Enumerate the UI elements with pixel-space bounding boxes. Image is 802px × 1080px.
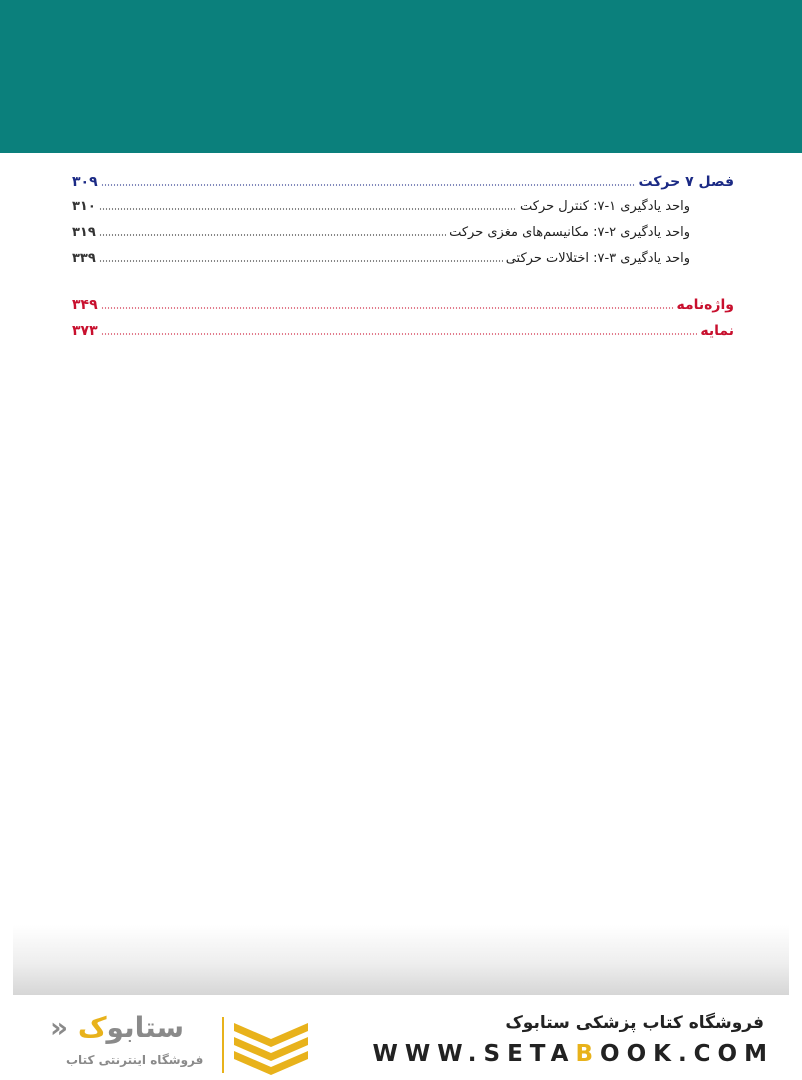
toc-chapter-page: ۳۰۹ (72, 174, 98, 190)
brand-wordmark (50, 1011, 184, 1044)
footer-shadow (13, 925, 789, 995)
table-of-contents (72, 174, 734, 349)
url-highlight: B (575, 1041, 601, 1067)
leader-dots (99, 234, 446, 236)
store-footer (0, 995, 802, 1080)
toc-unit-label: واحد یادگیری ۳-۷: اختلالات حرکتی (505, 251, 690, 266)
url-part-1: WWW.SETA (372, 1041, 576, 1067)
toc-unit-page: ۳۱۰ (72, 199, 96, 214)
toc-appendix-page: ۳۴۹ (72, 297, 98, 313)
toc-index[interactable] (72, 323, 734, 349)
leader-dots (101, 307, 674, 309)
book-chevron-logo-icon (232, 1019, 310, 1075)
leader-dots (99, 260, 503, 262)
brand-word-accent: ک (77, 1011, 107, 1044)
leader-dots (99, 208, 517, 210)
logo-divider (222, 1017, 224, 1073)
toc-unit-1[interactable] (72, 199, 734, 225)
toc-unit-label: واحد یادگیری ۱-۷: کنترل حرکت (520, 199, 690, 214)
toc-chapter-7[interactable] (72, 174, 734, 199)
toc-unit-page: ۳۳۹ (72, 251, 96, 266)
header-band (0, 0, 802, 153)
store-name: فروشگاه کتاب پزشکی ستابوک (505, 1013, 764, 1033)
brand-word-main: ستابو (106, 1011, 185, 1044)
double-chevron-left-icon: « (50, 1011, 69, 1044)
toc-unit-3[interactable] (72, 251, 734, 277)
toc-glossary[interactable] (72, 297, 734, 323)
brand-subtitle: فروشگاه اینترنتی کتاب (66, 1053, 204, 1067)
url-part-2: OOK.COM (600, 1041, 774, 1067)
toc-appendix-label: نمایه (700, 323, 734, 339)
toc-appendix-page: ۳۷۳ (72, 323, 98, 339)
toc-chapter-label: فصل ۷ حرکت (638, 174, 734, 190)
store-url[interactable] (373, 1041, 774, 1067)
toc-unit-page: ۳۱۹ (72, 225, 96, 240)
leader-dots (101, 333, 698, 335)
toc-appendix-label: واژه‌نامه (676, 297, 734, 313)
toc-spacer (72, 277, 734, 297)
toc-unit-2[interactable] (72, 225, 734, 251)
leader-dots (101, 184, 636, 186)
toc-unit-label: واحد یادگیری ۲-۷: مکانیسم‌های مغزی حرکت (449, 225, 690, 240)
